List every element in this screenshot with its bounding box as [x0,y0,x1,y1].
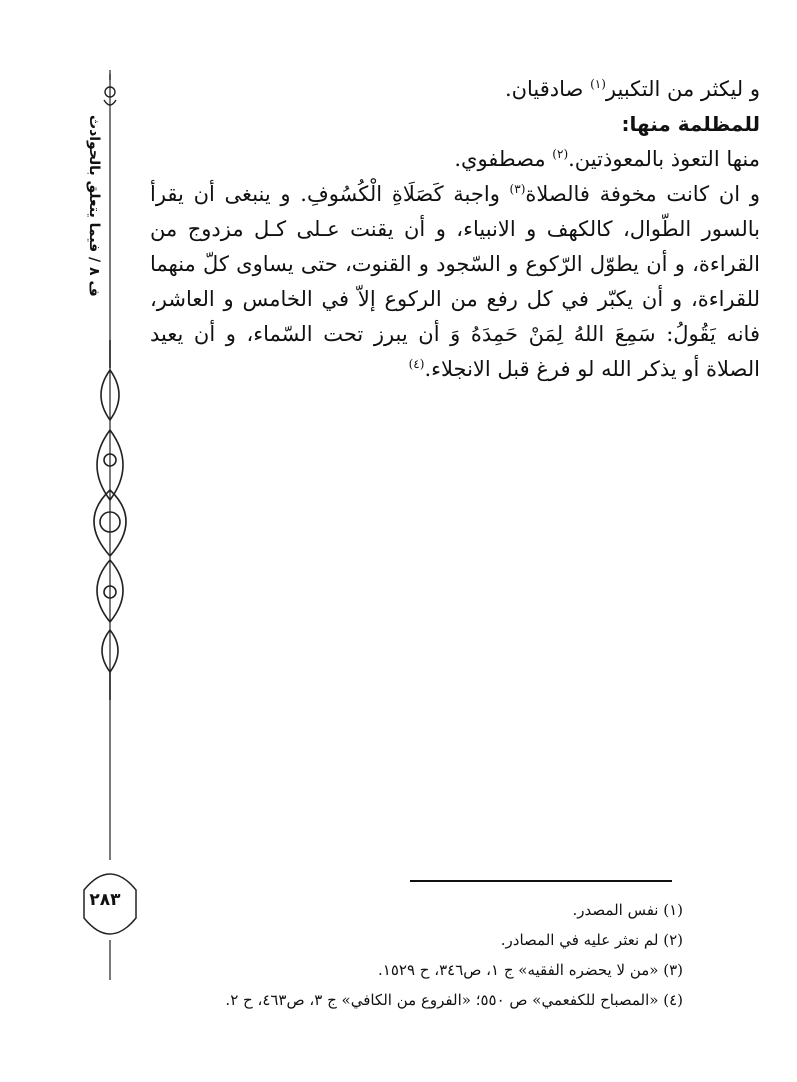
footnote-ref-4[interactable]: (٤) [408,357,425,371]
line-takbir-source: صادقيان. [504,77,591,101]
margin-ornament [70,0,150,1082]
footnote-ref-3[interactable]: (٣) [509,182,526,196]
paragraph-salat [150,177,760,387]
footnote-ref-1[interactable]: (١) [590,77,606,91]
main-text [150,72,760,387]
footnote-4: (٤) «المصباح للكفعمي» ص ٥٥٠؛ «الفروع من الكافي» ج ٣، ص٤٦٣، ح ٢. [225,991,683,1009]
line-takbir-text: و ليكثر من التكبير [605,77,760,101]
section-heading: للمظلمة منها: [621,112,760,136]
page-number: ٢٨٣ [89,890,121,910]
line-taawwudh-source: مصطفوي. [454,147,553,171]
footnote-2: (٢) لم نعثر عليه في المصادر. [500,931,683,949]
footnote-divider [410,880,672,882]
para-salat-body: واجبة كَصَلَاةِ الْكُسُوفِ. و ينبغى أن يقرأ بالسور الطّوال، كالكهف و الانبياء، و أن يقنت عـلى كـل مزدوج من القراءة، و أن يطوّل الرّكوع و السّجود و القنوت، حتى يساوى كلّ منهما للقراءة، و أن يكبّر في كل رفع من الركوع إلاّ في الخامس و العاشر، فانه يَقُولُ: سَمِعَ اللهُ لِمَنْ حَمِدَهُ وَ أن يبرز تحت السّماء، و أن يعيد الصلاة أو يذكر الله لو فرغ قبل الانجلاء. [150,182,760,381]
footnote-ref-2[interactable]: (٢) [552,147,569,161]
line-takbir [150,72,760,107]
footnotes [170,895,683,1015]
running-header: ف ٨ / فيما يتعلق بالحوادث [86,115,102,297]
footnote-3: (٣) «من لا يحضره الفقيه» ج ١، ص٣٤٦، ح ١٥٢٩. [378,961,683,979]
line-taawwudh [150,142,760,177]
footnote-1: (١) نفس المصدر. [572,901,683,919]
para-salat-start: و ان كانت مخوفة فالصلاة [525,182,760,206]
line-taawwudh-text: منها التعوذ بالمعوذتين. [568,147,760,171]
